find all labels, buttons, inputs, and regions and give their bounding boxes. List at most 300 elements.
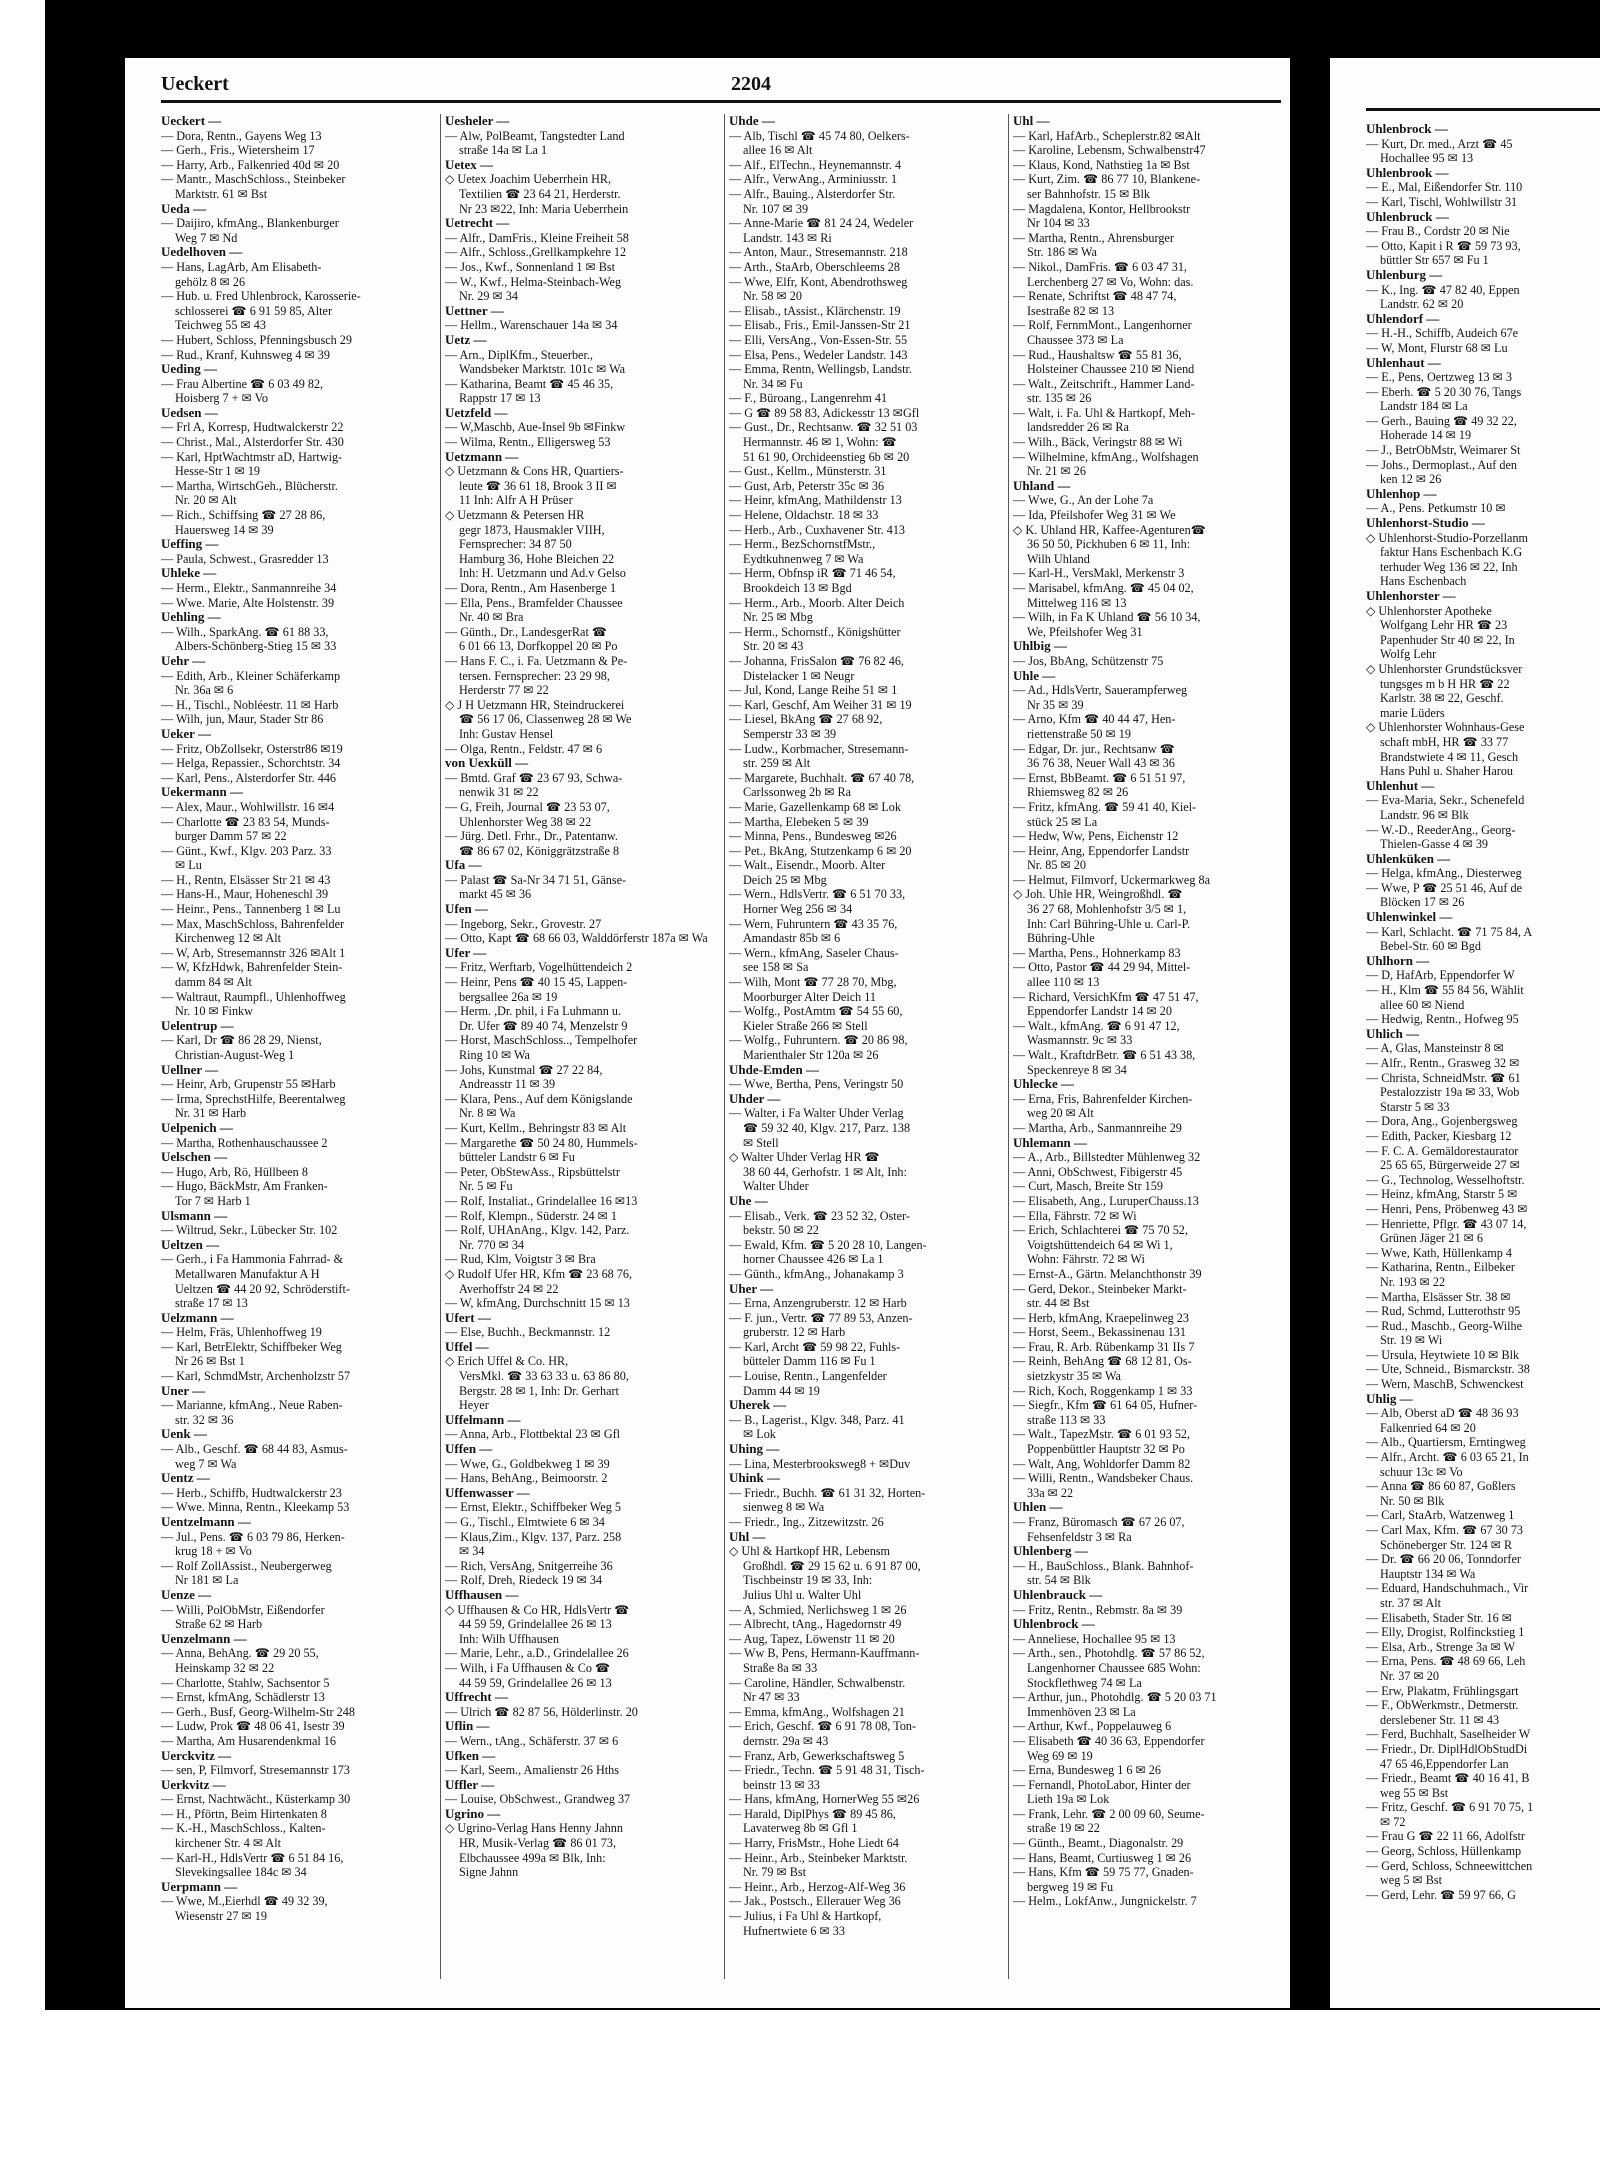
entry-continuation: Amandastr 85b ✉ 6 bbox=[743, 931, 841, 946]
entry-continuation: 33a ✉ 22 bbox=[1027, 1485, 1074, 1500]
directory-entry: — Horst, Seem., Bekassinenau 131 bbox=[1013, 1325, 1186, 1340]
directory-entry: — Herm., BezSchornstfMstr., bbox=[729, 537, 876, 552]
entry-continuation: Kieler Straße 266 ✉ Stell bbox=[743, 1018, 868, 1033]
directory-entry: — Karl, Pens., Alsterdorfer Str. 446 bbox=[161, 770, 337, 785]
directory-entry: — Margarete, Buchhalt. ☎ 67 40 78, bbox=[729, 770, 915, 785]
directory-entry: — K.-H., MaschSchloss., Kalten- bbox=[161, 1821, 326, 1836]
directory-entry: — Max, MaschSchloss, Bahrenfelder bbox=[161, 916, 345, 931]
entry-continuation: krug 18 + ✉ Vo bbox=[175, 1544, 252, 1559]
directory-entry: — Katharina, Rentn., Eilbeker bbox=[1366, 1260, 1515, 1275]
directory-entry: — Jürg. Detl. Frhr., Dr., Patentanw. bbox=[445, 829, 618, 844]
entry-continuation: Str. 20 ✉ 43 bbox=[743, 639, 804, 654]
entry-continuation: Landstr 184 ✉ La bbox=[1380, 399, 1468, 414]
directory-entry: — Paula, Schwest., Grasredder 13 bbox=[161, 551, 329, 566]
entry-continuation: Albers-Schönberg-Stieg 15 ✉ 33 bbox=[175, 639, 337, 654]
entry-continuation: str. 44 ✉ Bst bbox=[1027, 1296, 1090, 1311]
directory-entry: — Walt., Eisendr., Moorb. Alter bbox=[729, 858, 886, 873]
directory-entry: — Wwe, Elfr, Kont, Abendrothsweg bbox=[729, 274, 908, 289]
directory-entry: — Karl, Dr ☎ 86 28 29, Nienst, bbox=[161, 1033, 322, 1048]
firm-entry: ◇ Uhl & Hartkopf HR, Lebensm bbox=[729, 1544, 891, 1559]
entry-continuation: Tischbeinstr 19 ✉ 33, Inh: bbox=[743, 1573, 873, 1588]
directory-entry: — Hans-H., Maur, Hoheneschl 39 bbox=[161, 887, 329, 902]
directory-entry: — Herm, Obfnsp iR ☎ 71 46 54, bbox=[729, 566, 896, 581]
entry-continuation: Inh: Carl Bühring-Uhle u. Carl-P. bbox=[1027, 916, 1191, 931]
directory-entry: — Wilh., SparkAng. ☎ 61 88 33, bbox=[161, 624, 329, 639]
directory-entry: — Walter, i Fa Walter Uhder Verlag bbox=[729, 1106, 904, 1121]
directory-entry: — Günt., Kwf., Klgv. 203 Parz. 33 bbox=[161, 843, 332, 858]
directory-entry: — Daijiro, kfmAng., Blankenburger bbox=[161, 216, 339, 231]
directory-entry: — Karl, Tischl, Wohlwillstr 31 bbox=[1366, 194, 1518, 209]
directory-entry: — Julius, i Fa Uhl & Hartkopf, bbox=[729, 1909, 882, 1924]
entry-continuation: Nr. 21 ✉ 26 bbox=[1027, 464, 1086, 479]
directory-entry: — Karl, Geschf, Am Weiher 31 ✉ 19 bbox=[729, 697, 912, 712]
entry-continuation: Inh: H. Uetzmann und Ad.v Gelso bbox=[459, 566, 626, 581]
directory-entry: — H., Klm ☎ 55 84 56, Wählit bbox=[1366, 983, 1524, 998]
entry-continuation: leute ☎ 36 61 18, Brook 3 II ✉ bbox=[459, 478, 617, 493]
directory-entry: — Edith, Arb., Kleiner Schäferkamp bbox=[161, 668, 341, 683]
directory-entry: — Elisabeth ☎ 40 36 63, Eppendorfer bbox=[1013, 1733, 1205, 1748]
surname-heading: Uhlenhorst-Studio — bbox=[1366, 516, 1485, 531]
entry-continuation: Nr. 29 ✉ 34 bbox=[459, 289, 518, 304]
surname-heading: Ueda — bbox=[161, 201, 207, 216]
directory-entry: — Anni, ObSchwest, Fibigerstr 45 bbox=[1013, 1164, 1183, 1179]
entry-continuation: ☎ 86 67 02, Königgrätzstraße 8 bbox=[459, 843, 620, 858]
directory-entry: — Willi, PolObMstr, Eißendorfer bbox=[161, 1602, 325, 1617]
directory-entry: — W, Mont, Flurstr 68 ✉ Lu bbox=[1366, 340, 1508, 355]
surname-heading: Uehr — bbox=[161, 653, 206, 668]
entry-continuation: Speckenreye 8 ✉ 34 bbox=[1027, 1062, 1127, 1077]
entry-continuation: str. 32 ✉ 36 bbox=[175, 1412, 234, 1427]
directory-entry: — Friedr., Beamt ☎ 40 16 41, B bbox=[1366, 1771, 1530, 1786]
entry-continuation: Landstr. 62 ✉ 20 bbox=[1380, 297, 1464, 312]
entry-continuation: bütteler Landstr 6 ✉ Fu bbox=[459, 1150, 575, 1165]
entry-continuation: Thielen-Gasse 4 ✉ 39 bbox=[1380, 837, 1489, 852]
directory-entry: — Ella, Pens., Bramfelder Chaussee bbox=[445, 595, 623, 610]
directory-entry: — H.-H., Schiffb, Audeich 67e bbox=[1366, 326, 1519, 341]
surname-heading: Uhle — bbox=[1013, 668, 1056, 683]
firm-entry: ◇ Uffhausen & Co HR, HdlsVertr ☎ bbox=[445, 1602, 630, 1617]
directory-entry: — Georg, Schloss, Hüllenkamp bbox=[1366, 1844, 1522, 1859]
entry-continuation: Eppendorfer Landstr 14 ✉ 20 bbox=[1027, 1004, 1172, 1019]
directory-entry: — Aug, Tapez, Löwenstr 11 ✉ 20 bbox=[729, 1631, 895, 1646]
directory-entry: — Wilh, Mont ☎ 77 28 70, Mbg, bbox=[729, 975, 897, 990]
entry-continuation: Hochallee 95 ✉ 13 bbox=[1380, 151, 1474, 166]
directory-entry: — Walt., KraftdrBetr. ☎ 6 51 43 38, bbox=[1013, 1048, 1196, 1062]
entry-continuation: ✉ Lok bbox=[743, 1427, 776, 1442]
column-2 bbox=[445, 114, 721, 1984]
entry-continuation: Bergstr. 28 ✉ 1, Inh: Dr. Gerhart bbox=[459, 1383, 619, 1398]
entry-continuation: Straße 62 ✉ Harb bbox=[175, 1617, 263, 1632]
directory-entry: — Emma, Rentn, Wellingsb, Landstr. bbox=[729, 362, 912, 377]
surname-heading: Uffelmann — bbox=[445, 1412, 521, 1427]
firm-entry: ◇ Uhlenhorst-Studio-Porzellanm bbox=[1366, 530, 1529, 545]
entry-continuation: straße 19 ✉ 22 bbox=[1027, 1821, 1100, 1836]
directory-entry: — Wilma, Rentn., Elligersweg 53 bbox=[445, 435, 611, 450]
entry-continuation: Großhdl. ☎ 29 15 62 u. 6 91 87 00, bbox=[743, 1558, 921, 1573]
entry-continuation: Inh: Gustav Hensel bbox=[459, 726, 554, 741]
directory-entry: — Hans, LagArb, Am Elisabeth- bbox=[161, 259, 322, 274]
entry-continuation: Weg 7 ✉ Nd bbox=[175, 230, 238, 245]
directory-entry: — Gerh., i Fa Hammonia Fahrrad- & bbox=[161, 1252, 344, 1267]
entry-continuation: ✉ 34 bbox=[459, 1544, 485, 1559]
entry-continuation: Chaussee 373 ✉ La bbox=[1027, 332, 1124, 347]
directory-entry: — Marisabel, kfmAng. ☎ 45 04 02, bbox=[1013, 581, 1194, 595]
directory-entry: — Klaus, Kond, Nathstieg 1a ✉ Bst bbox=[1013, 157, 1190, 172]
directory-entry: — Alf., ElTechn., Heynemannstr. 4 bbox=[729, 157, 902, 172]
directory-entry: — Erich, Schlachterei ☎ 75 70 52, bbox=[1013, 1223, 1188, 1238]
column-divider bbox=[1008, 114, 1009, 1979]
firm-entry: ◇ Uetzmann & Petersen HR bbox=[445, 508, 585, 523]
surname-heading: Uetex — bbox=[445, 157, 494, 172]
directory-entry: — Walt, Ang, Wohldorfer Damm 82 bbox=[1013, 1456, 1191, 1471]
firm-entry: ◇ Uhlenhorster Apotheke bbox=[1366, 603, 1492, 618]
directory-entry: — Wilh, jun, Maur, Stader Str 86 bbox=[161, 712, 324, 727]
firm-entry: ◇ Uetex Joachim Ueberrhein HR, bbox=[445, 172, 612, 187]
directory-entry: — Erw, Plakatm, Frühlingsgart bbox=[1366, 1683, 1519, 1698]
directory-entry: — Arn., DiplKfm., Steuerber., bbox=[445, 347, 593, 362]
directory-entry: — Fritz, kfmAng. ☎ 59 41 40, Kiel- bbox=[1013, 799, 1197, 814]
directory-entry: — Siegfr., Kfm ☎ 61 64 05, Hufner- bbox=[1013, 1398, 1198, 1413]
directory-entry: — Gust., Dr., Rechtsanw. ☎ 32 51 03 bbox=[729, 420, 918, 435]
surname-heading: Uelentrup — bbox=[161, 1018, 234, 1033]
directory-entry: — Fernandl, PhotoLabor, Hinter der bbox=[1013, 1777, 1191, 1792]
entry-continuation: gehölz 8 ✉ 26 bbox=[175, 274, 246, 289]
surname-heading: Uenze — bbox=[161, 1587, 212, 1602]
surname-heading: Ueltzen — bbox=[161, 1237, 220, 1252]
directory-entry: — Erna, Fris, Bahrenfelder Kirchen- bbox=[1013, 1091, 1193, 1106]
entry-continuation: dernstr. 29a ✉ 43 bbox=[743, 1733, 829, 1748]
directory-entry: — Heinr., Pens., Tannenberg 1 ✉ Lu bbox=[161, 902, 341, 917]
entry-continuation: Carlssonweg 2b ✉ Ra bbox=[743, 785, 852, 800]
directory-entry: — Peter, ObStewAss., Ripsbüttelstr bbox=[445, 1164, 620, 1179]
directory-entry: — Hedwig, Rentn., Hofweg 95 bbox=[1366, 1012, 1519, 1027]
directory-entry: — Heinr, Pens ☎ 40 15 45, Lappen- bbox=[445, 975, 628, 990]
entry-continuation: Nr. 8 ✉ Wa bbox=[459, 1106, 516, 1121]
surname-heading: Uesheler — bbox=[445, 114, 510, 128]
entry-continuation: Fehsenfeldstr 3 ✉ Ra bbox=[1027, 1529, 1132, 1544]
directory-entry: — A., Arb., Billstedter Mühlenweg 32 bbox=[1013, 1150, 1201, 1165]
directory-entry: — Charlotte ☎ 23 83 54, Munds- bbox=[161, 814, 330, 829]
directory-entry: — Pet., BkAng, Stutzenkamp 6 ✉ 20 bbox=[729, 843, 912, 858]
directory-entry: — W, KfzHdwk, Bahrenfelder Stein- bbox=[161, 960, 343, 975]
directory-entry: — Gerh., Bauing ☎ 49 32 22, bbox=[1366, 413, 1517, 428]
entry-continuation: tersen. Fernsprecher: 23 29 98, bbox=[459, 668, 610, 683]
directory-entry: — Renate, Schriftst ☎ 48 47 74, bbox=[1013, 289, 1177, 304]
directory-entry: — Harry, FrisMstr., Hohe Liedt 64 bbox=[729, 1836, 899, 1851]
directory-entry: — Rolf ZollAssist., Neubergerweg bbox=[161, 1558, 332, 1573]
page-number: 2204 bbox=[731, 73, 771, 95]
directory-entry: — Elisabeth, Stader Str. 16 ✉ bbox=[1366, 1610, 1512, 1625]
directory-entry: — Carl, StaArb, Watzenweg 1 bbox=[1366, 1508, 1515, 1523]
directory-entry: — Friedr., Buchh. ☎ 61 31 32, Horten- bbox=[729, 1485, 926, 1500]
directory-entry: — Alex, Maur., Wohlwillstr. 16 ✉4 bbox=[161, 799, 335, 814]
directory-entry: — G., Tischl., Elmtwiete 6 ✉ 34 bbox=[445, 1515, 605, 1529]
directory-entry: — F. C. A. Gemäldorestaurator bbox=[1366, 1143, 1519, 1158]
entry-continuation: stück 25 ✉ La bbox=[1027, 814, 1098, 829]
surname-heading: Uetzfeld — bbox=[445, 405, 508, 420]
entry-continuation: Bühring-Uhle bbox=[1027, 931, 1095, 946]
entry-continuation: bergsallee 26a ✉ 19 bbox=[459, 989, 558, 1004]
firm-entry: ◇ Joh. Uhle HR, Weingroßhdl. ☎ bbox=[1013, 887, 1183, 902]
surname-heading: Uhing — bbox=[729, 1442, 780, 1457]
surname-heading: Uhlenhorster — bbox=[1366, 589, 1456, 603]
directory-entry: — Alfr., VerwAng., Arminiusstr. 1 bbox=[729, 172, 898, 187]
directory-entry: — Ad., HdlsVertr, Sauerampferweg bbox=[1013, 683, 1188, 698]
directory-entry: — Herm., Arb., Moorb. Alter Deich bbox=[729, 595, 905, 610]
directory-entry: — Rud, Klm, Voigtstr 3 ✉ Bra bbox=[445, 1252, 596, 1267]
directory-entry: — Wwe, Kath, Hüllenkamp 4 bbox=[1366, 1245, 1512, 1260]
entry-continuation: allee 16 ✉ Alt bbox=[743, 143, 813, 158]
directory-entry: — Frau G ☎ 22 11 66, Adolfstr bbox=[1366, 1829, 1525, 1844]
directory-entry: — Horst, MaschSchloss.., Tempelhofer bbox=[445, 1033, 638, 1048]
directory-entry: — Rich, Koch, Roggenkamp 1 ✉ 33 bbox=[1013, 1383, 1193, 1398]
directory-entry: — Curt, Masch, Breite Str 159 bbox=[1013, 1179, 1163, 1194]
directory-entry: — Hellm., Warenschauer 14a ✉ 34 bbox=[445, 318, 618, 333]
entry-continuation: Signe Jahnn bbox=[459, 1865, 519, 1880]
entry-continuation: markt 45 ✉ 36 bbox=[459, 887, 532, 902]
directory-entry: — Karl-H., HdlsVertr ☎ 6 51 84 16, bbox=[161, 1850, 344, 1865]
directory-entry: — Franz, Arb, Gewerkschaftsweg 5 bbox=[729, 1748, 905, 1763]
firm-entry: ◇ J H Uetzmann HR, Steindruckerei bbox=[445, 697, 625, 712]
directory-entry: — Erich, Geschf. ☎ 6 91 78 08, Ton- bbox=[729, 1719, 917, 1734]
entry-continuation: Brookdeich 13 ✉ Bgd bbox=[743, 581, 852, 595]
entry-continuation: straße 113 ✉ 33 bbox=[1027, 1412, 1106, 1427]
surname-heading: Uhl — bbox=[1013, 114, 1050, 128]
directory-page bbox=[125, 58, 1290, 2008]
entry-continuation: Wilh Uhland bbox=[1027, 551, 1090, 566]
directory-entry: — A., Pens. Petkumstr 10 ✉ bbox=[1366, 501, 1506, 516]
directory-entry: — Arthur, Kwf., Poppelauweg 6 bbox=[1013, 1719, 1172, 1734]
directory-entry: — Mantr., MaschSchloss., Steinbeker bbox=[161, 172, 346, 187]
directory-entry: — Martha, Rentn., Ahrensburger bbox=[1013, 230, 1174, 245]
directory-entry: — Wilh, i Fa Uffhausen & Co ☎ bbox=[445, 1660, 611, 1675]
facing-page bbox=[1330, 58, 1600, 2008]
directory-entry: — Rolf, Instaliat., Grindelallee 16 ✉13 bbox=[445, 1193, 638, 1208]
directory-entry: — Frl A, Korresp, Hudtwalckerstr 22 bbox=[161, 420, 344, 435]
directory-entry: — Gerd, Schloss, Schneewittchen bbox=[1366, 1858, 1533, 1873]
directory-entry: — Wern., HdlsVertr. ☎ 6 51 70 33, bbox=[729, 887, 906, 902]
entry-continuation: Straße 8a ✉ 33 bbox=[743, 1660, 818, 1675]
entry-continuation: ☎ 59 32 40, Klgv. 217, Parz. 138 bbox=[743, 1120, 911, 1135]
directory-entry: — H., Rentn, Elsässer Str 21 ✉ 43 bbox=[161, 872, 331, 887]
directory-entry: — Heinz, kfmAng, Starstr 5 ✉ bbox=[1366, 1187, 1518, 1202]
directory-entry: — Olga, Rentn., Feldstr. 47 ✉ 6 bbox=[445, 741, 603, 756]
directory-entry: — Willi, Rentn., Wandsbeker Chaus. bbox=[1013, 1471, 1194, 1486]
directory-entry: — Dora, Ang., Gojenbergsweg bbox=[1366, 1114, 1518, 1129]
directory-entry: — W.-D., ReederAng., Georg- bbox=[1366, 822, 1516, 837]
entry-continuation: marie Lüders bbox=[1380, 705, 1445, 720]
surname-heading: Uhlenwinkel — bbox=[1366, 910, 1453, 925]
entry-continuation: Fernsprecher: 34 87 50 bbox=[459, 537, 572, 552]
directory-entry: — Kurt, Dr. med., Arzt ☎ 45 bbox=[1366, 136, 1513, 151]
surname-heading: Uffen — bbox=[445, 1442, 493, 1457]
directory-entry: — Hans, kfmAng, HornerWeg 55 ✉26 bbox=[729, 1792, 920, 1807]
running-head: Ueckert bbox=[161, 73, 229, 95]
surname-heading: Ulsmann — bbox=[161, 1208, 228, 1223]
directory-entry: — Emma, kfmAng., Wolfshagen 21 bbox=[729, 1704, 905, 1719]
surname-heading: Uhl — bbox=[729, 1529, 766, 1544]
entry-continuation: Wasmannstr. 9c ✉ 33 bbox=[1027, 1033, 1133, 1048]
entry-continuation: 6 01 66 13, Dorfkoppel 20 ✉ Po bbox=[459, 639, 618, 654]
entry-continuation: 36 27 68, Mohlenhofstr 3/5 ✉ 1, bbox=[1027, 902, 1187, 917]
entry-continuation: gegr 1873, Hausmakler VIIH, bbox=[459, 522, 605, 537]
entry-continuation: nenwik 31 ✉ 22 bbox=[459, 785, 539, 800]
directory-entry: — Walt, i. Fa. Uhl & Hartkopf, Meh- bbox=[1013, 405, 1195, 420]
surname-heading: Uerpmann — bbox=[161, 1879, 238, 1894]
entry-continuation: ✉ Stell bbox=[743, 1135, 779, 1150]
surname-heading: Uetz — bbox=[445, 332, 487, 347]
directory-entry: — D, HafArb, Eppendorfer W bbox=[1366, 968, 1515, 983]
surname-heading: Uhlenbrock — bbox=[1013, 1617, 1095, 1632]
surname-heading: Uhde-Emden — bbox=[729, 1062, 819, 1077]
entry-continuation: Nr. 37 ✉ 20 bbox=[1380, 1668, 1439, 1683]
entry-continuation: Falkenried 64 ✉ 20 bbox=[1380, 1420, 1476, 1435]
firm-entry: ◇ Walter Uhder Verlag HR ☎ bbox=[729, 1150, 880, 1165]
entry-continuation: Landstr. 143 ✉ Ri bbox=[743, 230, 832, 245]
surname-heading: Uhlenberg — bbox=[1013, 1544, 1088, 1559]
surname-heading: Uhlenbrock — bbox=[1366, 122, 1448, 136]
entry-continuation: Heinskamp 32 ✉ 22 bbox=[175, 1660, 275, 1675]
directory-entry: — Herb, kfmAng, Kraepelinweg 23 bbox=[1013, 1310, 1189, 1325]
directory-entry: — Albrecht, tAng., Hagedornstr 49 bbox=[729, 1617, 902, 1632]
directory-entry: — Jul, Kond, Lange Reihe 51 ✉ 1 bbox=[729, 683, 898, 698]
surname-heading: Uhleke — bbox=[161, 566, 217, 581]
directory-entry: — Eva-Maria, Sekr., Schenefeld bbox=[1366, 793, 1525, 808]
entry-continuation: Nr. 85 ✉ 20 bbox=[1027, 858, 1086, 873]
surname-heading: Uhlich — bbox=[1366, 1026, 1420, 1041]
surname-heading: Uhlenbruck — bbox=[1366, 209, 1449, 224]
surname-heading: Uhlig — bbox=[1366, 1391, 1413, 1406]
surname-heading: Uhlecke — bbox=[1013, 1077, 1075, 1092]
directory-entry: — Jos, BbAng, Schützenstr 75 bbox=[1013, 653, 1164, 668]
directory-entry: — Elli, VersAng., Von-Essen-Str. 55 bbox=[729, 332, 908, 347]
directory-entry: — Herm., Schornstf., Königshütter bbox=[729, 624, 901, 639]
directory-entry: — Karl, Schlacht. ☎ 71 75 84, A bbox=[1366, 924, 1533, 939]
directory-entry: — Otto, Kapit i R ☎ 59 73 93, bbox=[1366, 238, 1521, 253]
bottom-margin bbox=[0, 2010, 1600, 2177]
directory-entry: — Wern., kfmAng, Saseler Chaus- bbox=[729, 945, 899, 960]
directory-entry: — Hans, BehAng., Beimoorstr. 2 bbox=[445, 1471, 608, 1486]
column-divider bbox=[724, 114, 725, 1979]
directory-entry: — Rolf, Klempn., Süderstr. 24 ✉ 1 bbox=[445, 1208, 618, 1223]
directory-entry: — Hub. u. Fred Uhlenbrock, Karosserie- bbox=[161, 289, 361, 304]
directory-entry: — Helm, Fräs, Uhlenhoffweg 19 bbox=[161, 1325, 322, 1340]
directory-entry: — Alb, Tischl ☎ 45 74 80, Oelkers- bbox=[729, 128, 910, 143]
surname-heading: Ufen — bbox=[445, 902, 488, 917]
firm-entry: ◇ Uhlenhorster Grundstücksver bbox=[1366, 661, 1523, 676]
entry-continuation: Nr 26 ✉ Bst 1 bbox=[175, 1354, 245, 1369]
entry-continuation: Blöcken 17 ✉ 26 bbox=[1380, 895, 1465, 910]
entry-continuation: bergweg 19 ✉ Fu bbox=[1027, 1879, 1114, 1894]
entry-continuation: Wandsbeker Marktstr. 101c ✉ Wa bbox=[459, 362, 626, 377]
entry-continuation: Wolfgang Lehr HR ☎ 23 bbox=[1380, 618, 1508, 633]
entry-continuation: str. 37 ✉ Alt bbox=[1380, 1595, 1442, 1610]
directory-entry: — Herb., Arb., Cuxhavener Str. 413 bbox=[729, 522, 906, 537]
directory-entry: — Anne-Marie ☎ 81 24 24, Wedeler bbox=[729, 216, 914, 231]
entry-continuation: schlosserei ☎ 6 91 59 85, Alter bbox=[175, 303, 333, 318]
entry-continuation: bekstr. 50 ✉ 22 bbox=[743, 1223, 819, 1238]
entry-continuation: Marktstr. 61 ✉ Bst bbox=[175, 186, 268, 201]
entry-continuation: Str. 186 ✉ Wa bbox=[1027, 245, 1097, 260]
directory-entry: — Anna ☎ 86 60 87, Goßlers bbox=[1366, 1479, 1516, 1494]
entry-continuation: faktur Hans Eschenbach K.G bbox=[1380, 545, 1523, 560]
entry-continuation: see 158 ✉ Sa bbox=[743, 960, 809, 975]
surname-heading: von Uexküll — bbox=[445, 756, 529, 771]
directory-entry: — Fritz, Werftarb, Vogelhüttendeich 2 bbox=[445, 960, 633, 975]
directory-entry: — F. jun., Vertr. ☎ 77 89 53, Anzen- bbox=[729, 1310, 913, 1325]
directory-entry: — Rud., Kranf, Kuhnsweg 4 ✉ 39 bbox=[161, 347, 330, 362]
directory-entry: — Wwe, M.,Eierhdl ☎ 49 32 39, bbox=[161, 1894, 328, 1909]
entry-continuation: Rhiemsweg 82 ✉ 26 bbox=[1027, 785, 1129, 800]
facing-header-rule bbox=[1366, 108, 1600, 111]
directory-entry: — Erna, Pens. ☎ 48 69 66, Leh bbox=[1366, 1654, 1526, 1669]
surname-heading: Uhland — bbox=[1013, 478, 1071, 493]
directory-entry: — Margarethe ☎ 50 24 80, Hummels- bbox=[445, 1135, 638, 1150]
entry-continuation: allee 110 ✉ 13 bbox=[1027, 975, 1100, 990]
directory-entry: — Anna, BehAng. ☎ 29 20 55, bbox=[161, 1646, 319, 1661]
directory-entry: — Wern, MaschB, Schwenckest bbox=[1366, 1377, 1524, 1392]
surname-heading: Uhlendorf — bbox=[1366, 311, 1440, 326]
directory-entry: — Hans, Kfm ☎ 59 75 77, Gnaden- bbox=[1013, 1865, 1194, 1880]
entry-continuation: Nr. 770 ✉ 34 bbox=[459, 1237, 525, 1252]
directory-entry: — Magdalena, Kontor, Hellbrookstr bbox=[1013, 201, 1191, 216]
directory-entry: — Hugo, Arb, Rö, Hüllbeen 8 bbox=[161, 1164, 308, 1179]
directory-entry: — Palast ☎ Sa-Nr 34 71 51, Gänse- bbox=[445, 872, 627, 887]
directory-entry: — Johs., Dermoplast., Auf den bbox=[1366, 457, 1517, 472]
entry-continuation: ✉ 72 bbox=[1380, 1814, 1406, 1829]
directory-entry: — Friedr., Ing., Zitzewitzstr. 26 bbox=[729, 1515, 884, 1529]
surname-heading: Uflin — bbox=[445, 1719, 490, 1734]
directory-entry: — Ludw., Korbmacher, Stresemann- bbox=[729, 741, 909, 756]
surname-heading: Uhlbig — bbox=[1013, 639, 1067, 654]
directory-entry: — Herm. ,Dr. phil, i Fa Luhmann u. bbox=[445, 1004, 622, 1019]
surname-heading: Uehling — bbox=[161, 610, 221, 625]
entry-continuation: Hauptstr 134 ✉ Wa bbox=[1380, 1566, 1476, 1581]
surname-heading: Uelzmann — bbox=[161, 1310, 234, 1325]
directory-entry: — Heinr., Arb., Steinbeker Marktstr. bbox=[729, 1850, 908, 1865]
directory-entry: — Otto, Pastor ☎ 44 29 94, Mittel- bbox=[1013, 960, 1191, 975]
entry-continuation: Slevekingsallee 184c ✉ 34 bbox=[175, 1865, 307, 1880]
directory-entry: — W., Kwf., Helma-Steinbach-Weg bbox=[445, 274, 622, 289]
entry-continuation: Semperstr 33 ✉ 39 bbox=[743, 726, 837, 741]
directory-entry: — Anna, Arb., Flottbektal 23 ✉ Gfl bbox=[445, 1427, 621, 1442]
directory-entry: — Louise, Rentn., Langenfelder bbox=[729, 1369, 887, 1384]
entry-continuation: Ueltzen ☎ 44 20 92, Schröderstift- bbox=[175, 1281, 350, 1296]
entry-continuation: schuur 13c ✉ Vo bbox=[1380, 1464, 1463, 1479]
entry-continuation: Nr 35 ✉ 39 bbox=[1027, 697, 1084, 712]
directory-entry: — Alb., Geschf. ☎ 68 44 83, Asmus- bbox=[161, 1442, 348, 1457]
directory-entry: — Herb., Schiffb, Hudtwalckerstr 23 bbox=[161, 1485, 342, 1500]
entry-continuation: Metallwaren Manufaktur A H bbox=[175, 1266, 320, 1281]
directory-entry: — Otto, Kapt ☎ 68 66 03, Walddörferstr 187a ✉ Wa bbox=[445, 931, 708, 946]
entry-continuation: str. 135 ✉ 26 bbox=[1027, 391, 1092, 406]
directory-entry: — Karl, Seem., Amalienstr 26 Hths bbox=[445, 1763, 619, 1778]
directory-entry: — Ingeborg, Sekr., Grovestr. 27 bbox=[445, 916, 602, 931]
entry-continuation: Textilien ☎ 23 64 21, Herderstr. bbox=[459, 186, 621, 201]
directory-entry: — Wwe. Minna, Rentn., Kleekamp 53 bbox=[161, 1500, 350, 1515]
surname-heading: Ugrino — bbox=[445, 1806, 501, 1821]
directory-entry: — Walt., TapezMstr. ☎ 6 01 93 52, bbox=[1013, 1427, 1191, 1442]
entry-continuation: Andreasstr 11 ✉ 39 bbox=[459, 1077, 556, 1092]
entry-continuation: Julius Uhl u. Walter Uhl bbox=[743, 1587, 862, 1602]
directory-entry: — Alfr., Schloss.,Grellkampkehre 12 bbox=[445, 245, 627, 260]
entry-continuation: Hufnertwiete 6 ✉ 33 bbox=[743, 1923, 845, 1938]
directory-entry: — Dr. ☎ 66 20 06, Tonndorfer bbox=[1366, 1552, 1521, 1567]
directory-entry: — Arthur, jun., Photohdlg. ☎ 5 20 03 71 bbox=[1013, 1690, 1217, 1705]
left-margin bbox=[0, 0, 30, 2177]
entry-continuation: Dr. Ufer ☎ 89 40 74, Menzelstr 9 bbox=[459, 1018, 628, 1033]
directory-entry: — Helmut, Filmvorf, Uckermarkweg 8a bbox=[1013, 872, 1210, 887]
